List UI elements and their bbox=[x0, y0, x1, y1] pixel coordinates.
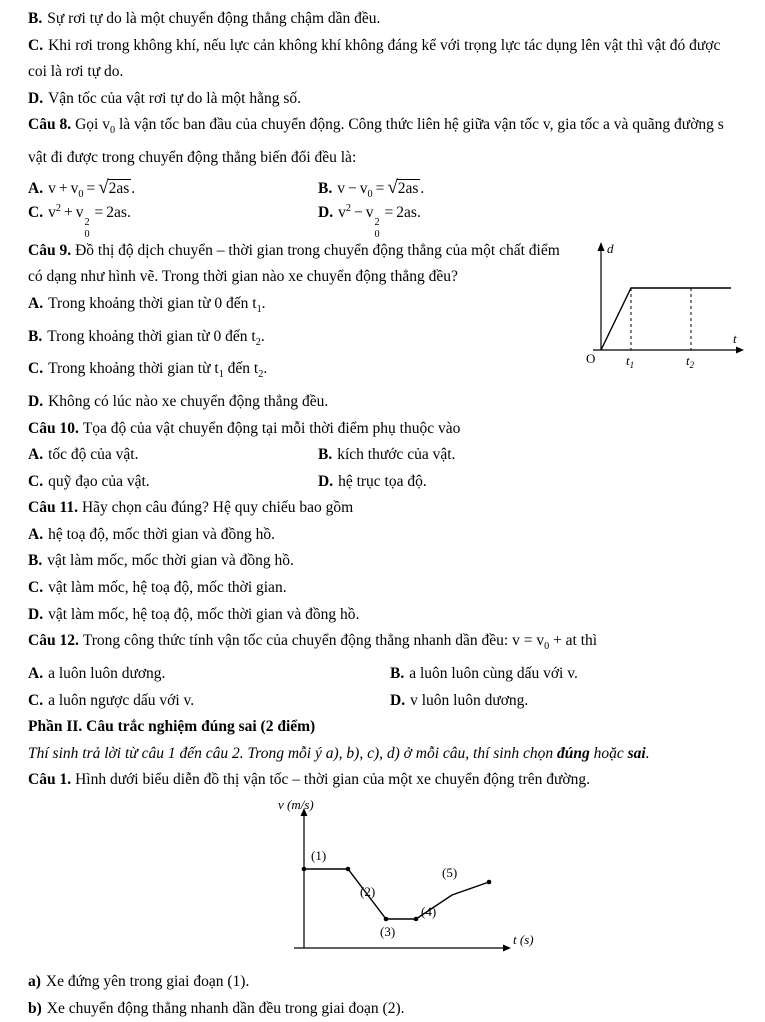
displacement-time-graph bbox=[573, 238, 748, 378]
option-letter: C. bbox=[28, 360, 43, 377]
segment-2-label: (2) bbox=[360, 884, 375, 899]
q12-option-b: B. a luôn luôn cùng dấu với v. bbox=[390, 661, 578, 688]
option-letter: D. bbox=[28, 90, 43, 107]
velocity-curve bbox=[304, 869, 489, 919]
option-letter: B. bbox=[28, 10, 42, 27]
part2-question-1 bbox=[28, 767, 735, 794]
q11-option-b: B. vật làm mốc, mốc thời gian và đồng hồ. bbox=[28, 548, 735, 575]
origin-label: O bbox=[586, 351, 595, 366]
q8-option-a bbox=[28, 177, 318, 200]
q12-option-d: D. v luôn luôn dương. bbox=[390, 688, 528, 715]
option-letter: C. bbox=[28, 37, 43, 54]
segment-3-label: (3) bbox=[380, 924, 395, 939]
q12-option-c: C. a luôn ngược dấu với v. bbox=[28, 688, 390, 715]
question-text: Hình dưới biểu diễn đồ thị vận tốc – thời gian của một xe chuyển động trên đường. bbox=[75, 771, 590, 788]
question-12 bbox=[28, 628, 735, 661]
question-11 bbox=[28, 495, 735, 522]
q10-option-a: A. tốc độ của vật. bbox=[28, 442, 318, 469]
q9-option-d: D. Không có lúc nào xe chuyển động thẳng đều. bbox=[28, 389, 735, 416]
question-label: Câu 12. bbox=[28, 632, 79, 649]
part-2-instructions: Thí sinh trả lời từ câu 1 đến câu 2. Trong mỗi ý a), b), c), d) ở mỗi câu, thí sinh chọn đúng hoặc sai. bbox=[28, 741, 735, 768]
q11-option-d: D. vật làm mốc, hệ toạ độ, mốc thời gian và đồng hồ. bbox=[28, 602, 735, 629]
q10-option-d: D. hệ trục tọa độ. bbox=[318, 469, 427, 496]
q8-option-d bbox=[318, 203, 421, 240]
q8-options-row-1 bbox=[28, 172, 735, 205]
q8-option-c bbox=[28, 203, 318, 240]
answer-line-c bbox=[28, 33, 735, 86]
q10-options-row-2 bbox=[28, 469, 735, 496]
question-text: + at thì bbox=[549, 632, 597, 649]
x-axis-label: t bbox=[733, 331, 737, 346]
v0-subscript: 0 bbox=[544, 641, 549, 652]
item-letter: a) bbox=[28, 973, 41, 990]
segment-1-label: (1) bbox=[311, 848, 326, 863]
t2-label: $t_2$ bbox=[686, 353, 695, 370]
q9-option-a: A. Trong khoảng thời gian từ 0 đến $t_1$. bbox=[28, 291, 735, 324]
question-text: Tọa độ của vật chuyển động tại mỗi thời điểm phụ thuộc vào bbox=[83, 420, 461, 437]
q10-option-c: C. quỹ đạo của vật. bbox=[28, 469, 318, 496]
q11-option-a: A. hệ toạ độ, mốc thời gian và đồng hồ. bbox=[28, 522, 735, 549]
t1-label: $t_1$ bbox=[626, 353, 634, 370]
q8-options-row-2 bbox=[28, 205, 735, 238]
question-text: Hãy chọn câu đúng? Hệ quy chiếu bao gồm bbox=[82, 499, 353, 516]
question-9-block bbox=[28, 238, 735, 416]
q10-option-b: B. kích thước của vật. bbox=[318, 442, 455, 469]
segment-5-label: (5) bbox=[442, 865, 457, 880]
y-axis-label: d bbox=[607, 241, 614, 256]
option-letter: B. bbox=[28, 328, 42, 345]
option-letter: D. bbox=[318, 204, 333, 221]
question-10 bbox=[28, 416, 735, 443]
y-axis-arrow-icon bbox=[598, 242, 605, 251]
question-text: là vận tốc ban đầu của chuyển động. Công thức liên hệ giữa vận tốc v, gia tốc a và quãng đường s vật đi được trong chuyển động thẳng biến đổi đều là: bbox=[28, 116, 724, 166]
part-2-heading: Phần II. Câu trắc nghiệm đúng sai (2 điểm) bbox=[28, 714, 735, 741]
radical-icon: √ bbox=[98, 177, 107, 198]
question-label: Câu 1. bbox=[28, 771, 71, 788]
formula: $v^2 - v$ 2 0 = 2as. bbox=[338, 204, 421, 221]
question-label: Câu 10. bbox=[28, 420, 79, 437]
x-axis-label: t (s) bbox=[513, 932, 534, 947]
statement-b: b) Xe chuyển động thẳng nhanh dần đều trong giai đoạn (2). bbox=[28, 996, 735, 1022]
v0-subscript: 0 bbox=[110, 125, 115, 136]
question-text: Trong công thức tính vận tốc của chuyển động thẳng nhanh dần đều: v = v bbox=[83, 632, 544, 649]
question-text: Gọi v bbox=[75, 116, 110, 133]
curve-points bbox=[302, 867, 492, 922]
question-label: Câu 11. bbox=[28, 499, 78, 516]
q11-option-c: C. vật làm mốc, hệ toạ độ, mốc thời gian. bbox=[28, 575, 735, 602]
q12-option-a: A. a luôn luôn dương. bbox=[28, 661, 390, 688]
q12-options-row-2 bbox=[28, 688, 735, 715]
q8-option-b bbox=[318, 177, 424, 200]
formula: $v + v_0 = √2as$ . bbox=[48, 180, 135, 197]
question-text: Đồ thị độ dịch chuyển – thời gian trong chuyển động thẳng của một chất điểm có dạng như hình vẽ. Trong thời gian nào xe chuyển động thẳng đều? bbox=[28, 242, 560, 286]
segment-4-label: (4) bbox=[421, 904, 436, 919]
question-label: Câu 8. bbox=[28, 116, 71, 133]
option-letter: C. bbox=[28, 204, 43, 221]
q9-option-c: C. Trong khoảng thời gian từ $t_1$ đến $t_2$. bbox=[28, 356, 735, 389]
statement-a: a) Xe đứng yên trong giai đoạn (1). bbox=[28, 969, 735, 996]
option-text: Vận tốc của vật rơi tự do là một hằng số. bbox=[48, 90, 301, 107]
option-letter: A. bbox=[28, 295, 43, 312]
option-text: Sự rơi tự do là một chuyển động thẳng chậm dần đều. bbox=[47, 10, 380, 27]
option-letter: B. bbox=[318, 180, 332, 197]
q10-options-row-1 bbox=[28, 442, 735, 469]
x-axis-arrow-icon bbox=[736, 346, 744, 353]
radical-icon: √ bbox=[387, 177, 396, 198]
q12-options-row-1 bbox=[28, 661, 735, 688]
velocity-time-graph bbox=[256, 796, 556, 964]
question-9 bbox=[28, 238, 576, 291]
formula: $v^2 + v$ 2 0 = 2as. bbox=[48, 204, 131, 221]
q9-option-b: B. Trong khoảng thời gian từ 0 đến $t_2$. bbox=[28, 324, 735, 357]
velocity-time-graph-wrap bbox=[256, 796, 735, 969]
question-label: Câu 9. bbox=[28, 242, 71, 259]
y-axis-label: v (m/s) bbox=[278, 797, 314, 812]
option-text: Khi rơi trong không khí, nếu lực cản không khí không đáng kể với trọng lực tác dụng lên vật thì vật đó được coi là rơi tự do. bbox=[28, 37, 720, 81]
displacement-curve bbox=[601, 288, 731, 350]
answer-line-d bbox=[28, 86, 735, 113]
dashed-guides bbox=[631, 288, 691, 350]
x-axis-arrow-icon bbox=[503, 944, 511, 951]
question-8 bbox=[28, 112, 735, 171]
option-letter: D. bbox=[28, 393, 43, 410]
axes bbox=[593, 248, 737, 350]
axes bbox=[294, 814, 504, 948]
option-letter: A. bbox=[28, 180, 43, 197]
formula: $v - v_0 = √2as$ . bbox=[337, 180, 424, 197]
answer-line-b bbox=[28, 6, 735, 33]
item-letter: b) bbox=[28, 1000, 42, 1017]
